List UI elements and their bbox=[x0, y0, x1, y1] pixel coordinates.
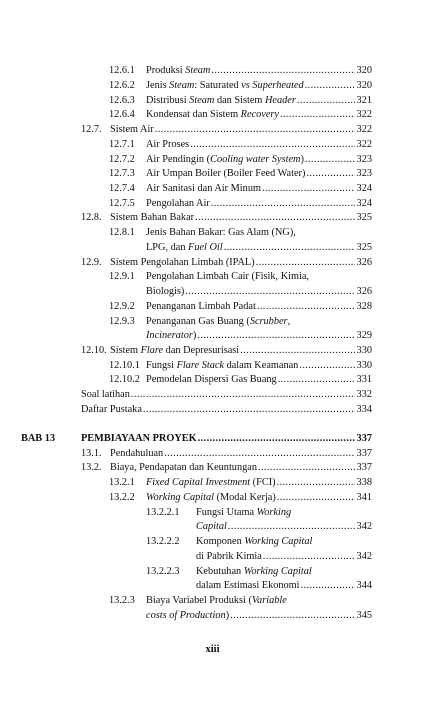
toc-entry bbox=[109, 300, 372, 313]
entry-number: 12.7.4 bbox=[109, 183, 135, 194]
entry-page: 325 bbox=[356, 242, 372, 253]
entry-title: Air Proses bbox=[146, 139, 190, 150]
entry-title: Sistem Pengolahan Limbah (IPAL) bbox=[110, 257, 255, 268]
toc-entry bbox=[196, 550, 372, 563]
entry-title: Komponen Working Capital bbox=[196, 536, 313, 547]
entry-number: 12.7.5 bbox=[109, 198, 135, 209]
entry-title: Soal latihan bbox=[81, 389, 130, 400]
leader-dots bbox=[190, 138, 354, 151]
entry-title: Produksi Steam bbox=[146, 65, 211, 76]
toc-entry bbox=[81, 256, 372, 269]
leader-dots bbox=[197, 329, 354, 342]
entry-page: 330 bbox=[356, 360, 372, 371]
entry-number: 12.10.1 bbox=[109, 360, 140, 371]
entry-number: 12.6.1 bbox=[109, 65, 135, 76]
toc-entry-first-line bbox=[109, 315, 290, 328]
entry-number: 13.2.2.1 bbox=[146, 507, 180, 518]
toc-entry-first-line bbox=[146, 535, 312, 548]
entry-title: Sistem Air bbox=[110, 124, 154, 135]
leader-dots bbox=[164, 447, 354, 460]
leader-dots bbox=[258, 461, 355, 474]
leader-dots bbox=[185, 285, 354, 298]
leader-dots bbox=[280, 108, 355, 121]
entry-title: Air Sanitasi dan Air Minum bbox=[146, 183, 261, 194]
leader-dots bbox=[155, 123, 355, 136]
leader-dots bbox=[228, 520, 355, 533]
entry-number: 12.7.2 bbox=[109, 154, 135, 165]
entry-title: Pengolahan Air bbox=[146, 198, 210, 209]
entry-page: 342 bbox=[356, 551, 372, 562]
entry-number: 12.8.1 bbox=[109, 227, 135, 238]
entry-title: Kondensat dan Sistem Recovery bbox=[146, 109, 279, 120]
entry-number: 12.10.2 bbox=[109, 374, 140, 385]
page-number-footer: xiii bbox=[205, 644, 220, 655]
leader-dots bbox=[263, 550, 355, 563]
toc-entry-first-line bbox=[109, 226, 296, 239]
entry-page: 329 bbox=[356, 330, 372, 341]
entry-number: 12.7.3 bbox=[109, 168, 135, 179]
toc-entry bbox=[109, 182, 372, 195]
entry-page: 323 bbox=[356, 168, 372, 179]
chapter-label: BAB 13 bbox=[21, 433, 56, 444]
entry-number: 12.8. bbox=[81, 212, 102, 223]
entry-title: Fungsi Utama Working bbox=[196, 507, 292, 518]
entry-number: 12.7.1 bbox=[109, 139, 135, 150]
entry-number: 13.2. bbox=[81, 462, 102, 473]
entry-number: 12.9.2 bbox=[109, 301, 135, 312]
leader-dots bbox=[257, 300, 355, 313]
toc-entry bbox=[109, 138, 372, 151]
entry-title: Penanganan Limbah Padat bbox=[146, 301, 256, 312]
leader-dots bbox=[143, 403, 355, 416]
toc-entry bbox=[81, 123, 372, 136]
entry-page: 330 bbox=[356, 345, 372, 356]
toc-entry bbox=[81, 461, 372, 474]
entry-title: Biaya Variabel Produksi (Variable bbox=[146, 595, 287, 606]
entry-number: 13.2.1 bbox=[109, 477, 135, 488]
leader-dots bbox=[240, 344, 354, 357]
entry-title: Daftar Pustaka bbox=[81, 404, 142, 415]
toc-entry bbox=[81, 447, 372, 460]
entry-page: 328 bbox=[356, 301, 372, 312]
leader-dots bbox=[305, 153, 355, 166]
entry-page: 332 bbox=[356, 389, 372, 400]
entry-page: 334 bbox=[356, 404, 372, 415]
entry-page: 326 bbox=[356, 286, 372, 297]
toc-entry bbox=[81, 388, 372, 401]
toc-entry bbox=[109, 167, 372, 180]
entry-page: 344 bbox=[356, 580, 372, 591]
entry-page: 345 bbox=[356, 610, 372, 621]
entry-number: 12.9. bbox=[81, 257, 102, 268]
toc-entry bbox=[81, 403, 372, 416]
toc-entry-first-line bbox=[109, 594, 287, 607]
entry-page: 322 bbox=[356, 124, 372, 135]
leader-dots bbox=[277, 476, 355, 489]
entry-number: 12.7. bbox=[81, 124, 102, 135]
toc-entry bbox=[196, 579, 372, 592]
leader-dots bbox=[306, 167, 354, 180]
toc-entry bbox=[109, 491, 372, 504]
toc-entry bbox=[109, 359, 372, 372]
leader-dots bbox=[230, 609, 354, 622]
entry-title-cont: dalam Estimasi Ekonomi bbox=[196, 580, 300, 591]
entry-number: 13.1. bbox=[81, 448, 102, 459]
entry-page: 323 bbox=[356, 154, 372, 165]
leader-dots bbox=[224, 241, 355, 254]
leader-dots bbox=[211, 64, 354, 77]
entry-title-cont: costs of Production) bbox=[146, 610, 230, 621]
entry-number: 13.2.2.2 bbox=[146, 536, 180, 547]
leader-dots bbox=[198, 432, 355, 445]
toc-entry bbox=[196, 520, 372, 533]
entry-page: 321 bbox=[356, 95, 372, 106]
toc-entry bbox=[109, 79, 372, 92]
entry-page: 322 bbox=[356, 139, 372, 150]
entry-page: 324 bbox=[356, 198, 372, 209]
entry-title-cont: LPG, dan Fuel Oil bbox=[146, 242, 223, 253]
toc-entry-first-line bbox=[146, 565, 312, 578]
entry-number: 13.2.2 bbox=[109, 492, 135, 503]
leader-dots bbox=[211, 197, 355, 210]
entry-page: 320 bbox=[356, 80, 372, 91]
toc-entry-first-line bbox=[109, 270, 309, 283]
entry-title: Fungsi Flare Stack dalam Keamanan bbox=[146, 360, 299, 371]
toc-entry bbox=[146, 329, 372, 342]
entry-page: 320 bbox=[356, 65, 372, 76]
leader-dots bbox=[278, 373, 355, 386]
entry-page: 337 bbox=[356, 448, 372, 459]
entry-number: 12.10. bbox=[81, 345, 107, 356]
toc-entry bbox=[109, 476, 372, 489]
entry-page: 325 bbox=[356, 212, 372, 223]
entry-page: 337 bbox=[356, 433, 372, 444]
entry-title: Air Pendingin (Cooling water System) bbox=[146, 154, 304, 165]
entry-page: 326 bbox=[356, 257, 372, 268]
entry-title: Air Umpan Boiler (Boiler Feed Water) bbox=[146, 168, 306, 179]
entry-title: Pendahuluan bbox=[110, 448, 164, 459]
leader-dots bbox=[301, 579, 355, 592]
entry-title: Penanganan Gas Buang (Scrubber, bbox=[146, 316, 291, 327]
entry-page: 337 bbox=[356, 462, 372, 473]
leader-dots bbox=[299, 359, 354, 372]
toc-entry bbox=[109, 108, 372, 121]
entry-title: Distribusi Steam dan Sistem Header bbox=[146, 95, 296, 106]
entry-page: 342 bbox=[356, 521, 372, 532]
entry-page: 341 bbox=[356, 492, 372, 503]
entry-title-cont: di Pabrik Kimia bbox=[196, 551, 262, 562]
leader-dots bbox=[277, 491, 355, 504]
toc-entry bbox=[109, 197, 372, 210]
toc-entry bbox=[146, 285, 372, 298]
entry-number: 13.2.3 bbox=[109, 595, 135, 606]
entry-title-cont: Capital bbox=[196, 521, 227, 532]
entry-title: Jenis Bahan Bakar: Gas Alam (NG), bbox=[146, 227, 296, 238]
leader-dots bbox=[305, 79, 355, 92]
entry-title: PEMBIAYAAN PROYEK bbox=[81, 433, 197, 444]
entry-page: 324 bbox=[356, 183, 372, 194]
entry-title-cont: Biologis) bbox=[146, 286, 185, 297]
toc-entry bbox=[146, 241, 372, 254]
entry-title: Kebutuhan Working Capital bbox=[196, 566, 312, 577]
toc-entry bbox=[109, 64, 372, 77]
entry-title: Pengolahan Limbah Cair (Fisik, Kimia, bbox=[146, 271, 310, 282]
entry-title: Biaya, Pendapatan dan Keuntungan bbox=[110, 462, 257, 473]
leader-dots bbox=[256, 256, 355, 269]
toc-entry bbox=[81, 211, 372, 224]
leader-dots bbox=[297, 94, 355, 107]
entry-number: 12.9.1 bbox=[109, 271, 135, 282]
entry-page: 338 bbox=[356, 477, 372, 488]
entry-number: 12.6.3 bbox=[109, 95, 135, 106]
entry-title: Fixed Capital Investment (FCI) bbox=[146, 477, 276, 488]
entry-number: 12.6.2 bbox=[109, 80, 135, 91]
leader-dots bbox=[131, 388, 355, 401]
entry-title: Sistem Bahan Bakar bbox=[110, 212, 195, 223]
entry-page: 322 bbox=[356, 109, 372, 120]
toc-entry bbox=[81, 344, 372, 357]
toc-chapter-entry bbox=[81, 432, 372, 445]
entry-number: 13.2.2.3 bbox=[146, 566, 180, 577]
entry-title: Working Capital (Modal Kerja) bbox=[146, 492, 276, 503]
toc-entry bbox=[109, 94, 372, 107]
entry-page: 331 bbox=[356, 374, 372, 385]
leader-dots bbox=[262, 182, 355, 195]
entry-title: Sistem Flare dan Depresurisasi bbox=[110, 345, 240, 356]
toc-entry bbox=[109, 373, 372, 386]
entry-number: 12.9.3 bbox=[109, 316, 135, 327]
entry-title: Jenis Steam: Saturated vs Superheated bbox=[146, 80, 304, 91]
entry-title-cont: Incinerator) bbox=[146, 330, 197, 341]
leader-dots bbox=[195, 211, 354, 224]
toc-entry bbox=[109, 153, 372, 166]
toc-entry bbox=[146, 609, 372, 622]
toc-entry-first-line bbox=[146, 506, 291, 519]
entry-title: Pemodelan Dispersi Gas Buang bbox=[146, 374, 277, 385]
entry-number: 12.6.4 bbox=[109, 109, 135, 120]
